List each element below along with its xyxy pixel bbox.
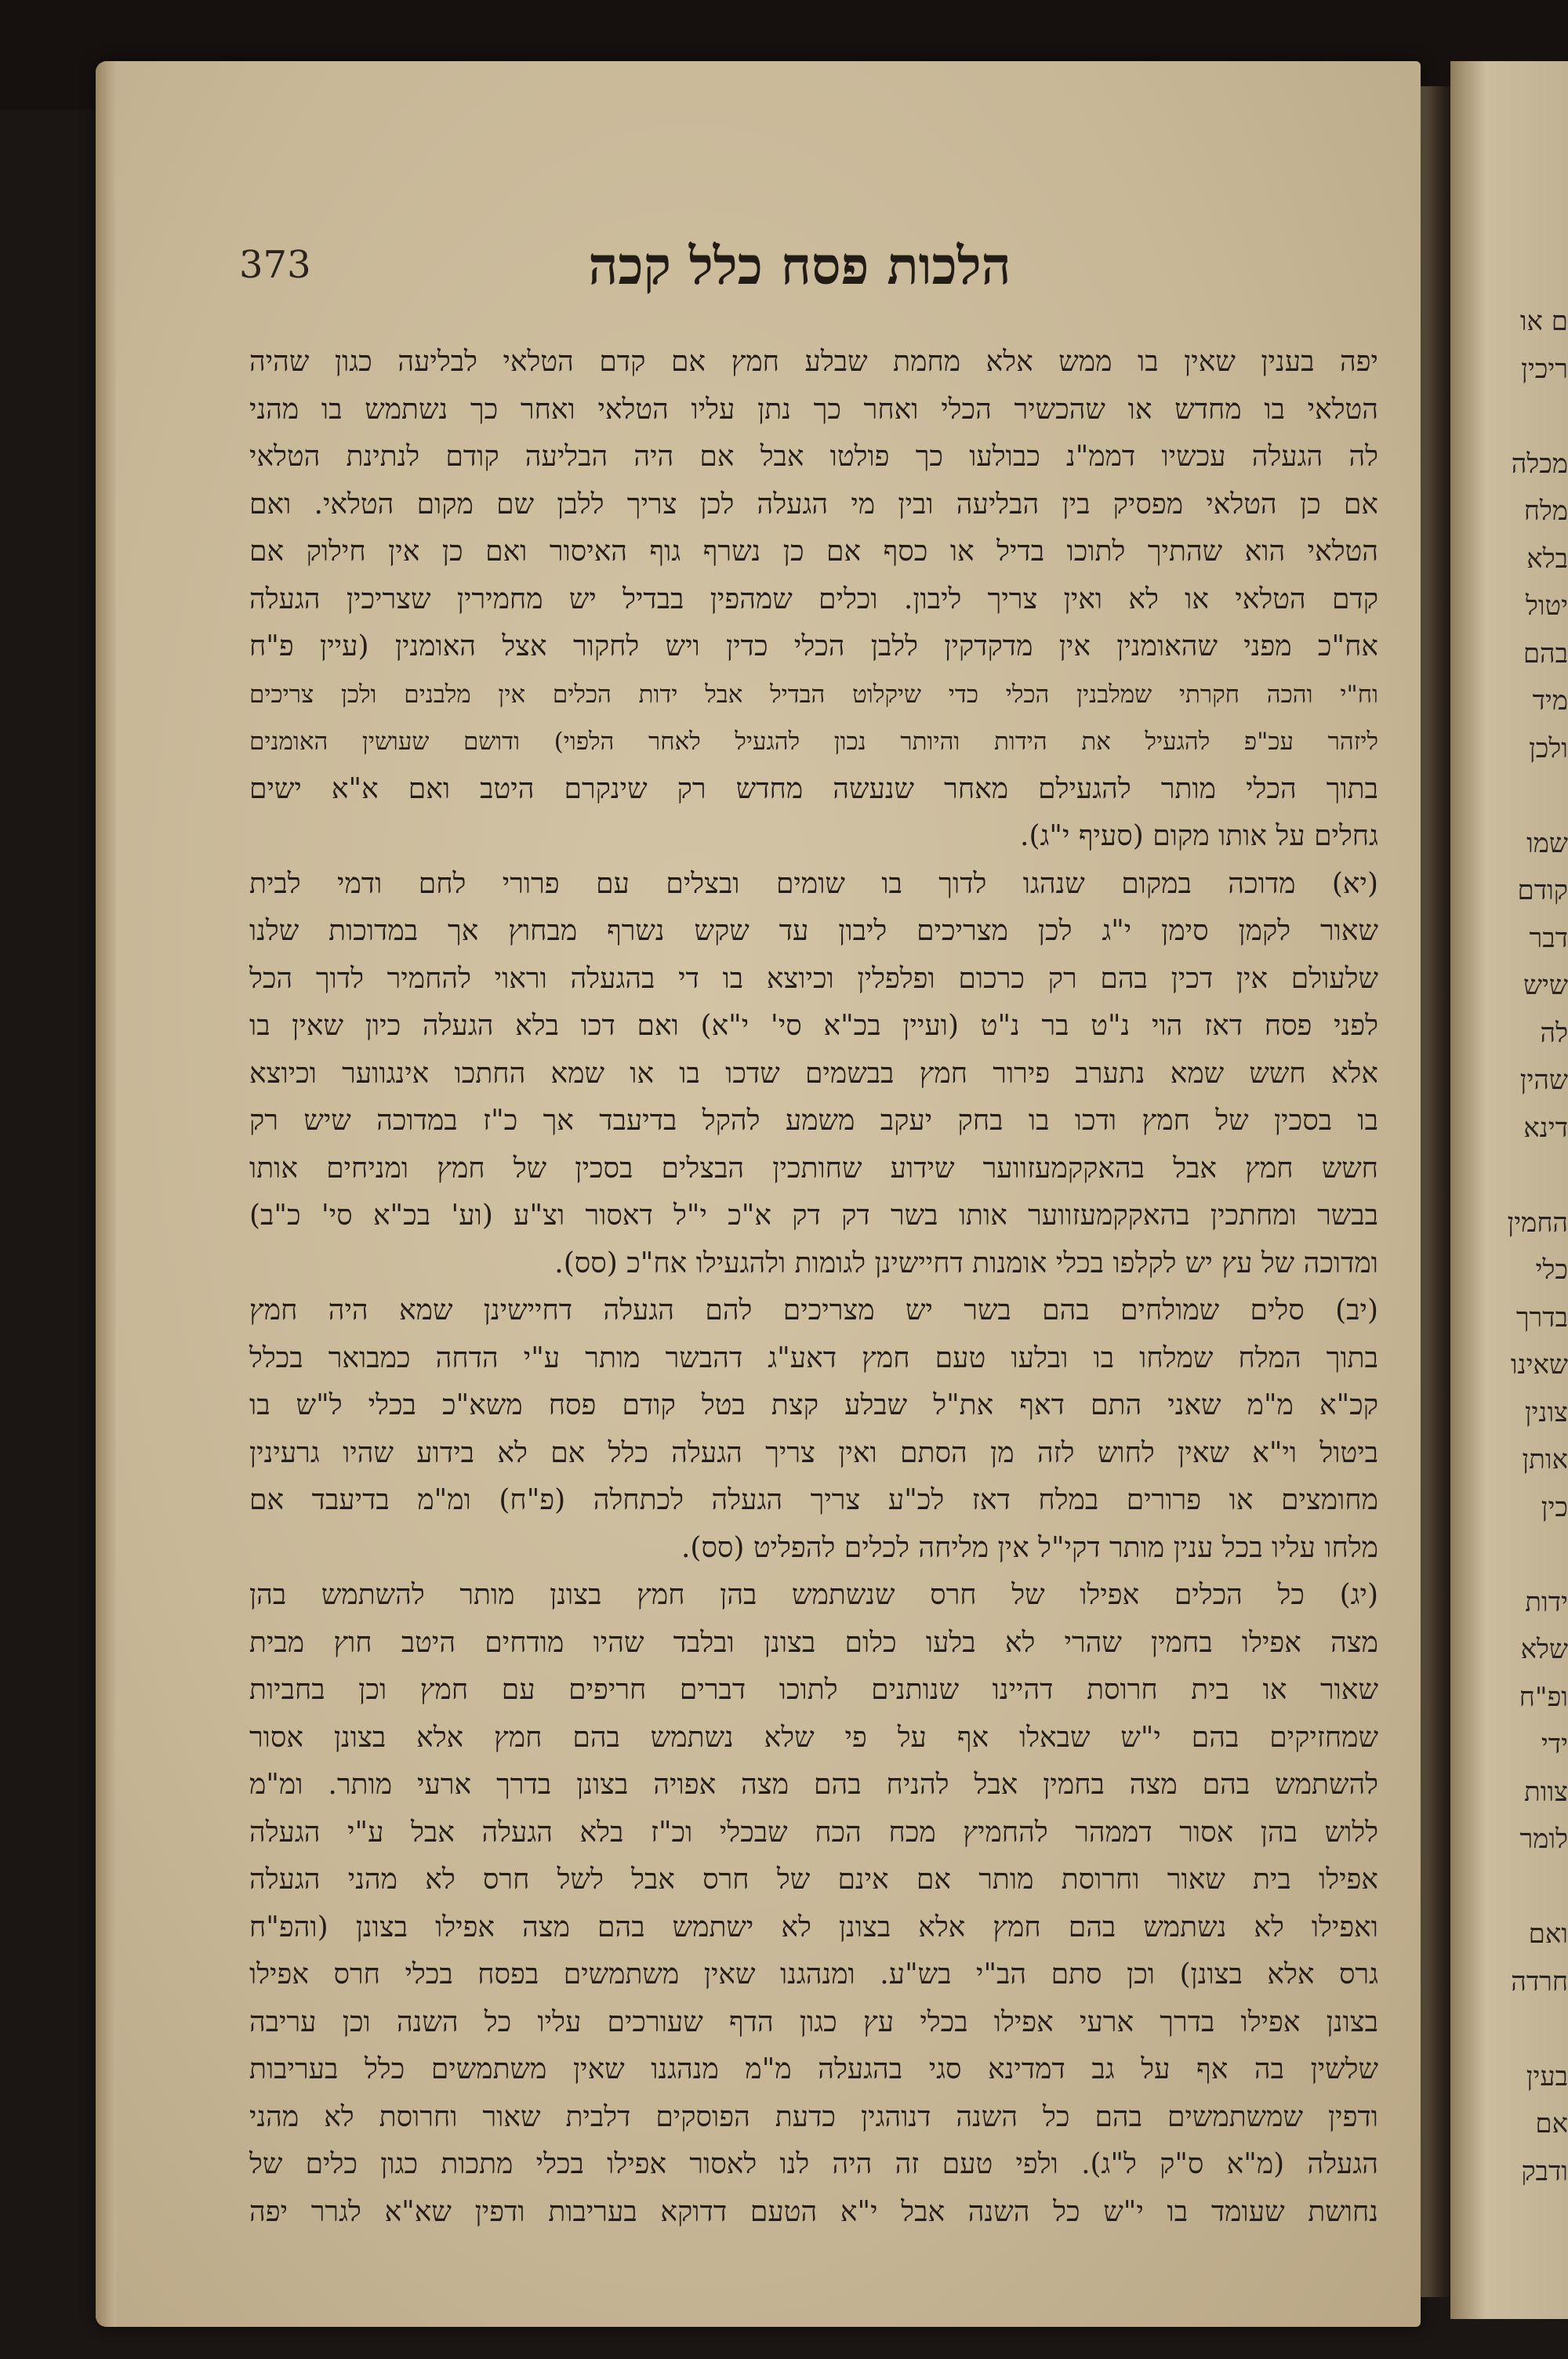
text-line: אח"כ מפני שהאומנין אין מדקדקין ללבן הכלי כדין ויש לחקור אצל האומנין (עיין פ"ח <box>249 630 1378 662</box>
text-line: בצונן אפילו בדרך ארעי אפילו בכלי עץ כגון הדף שעורכים עליו כל השנה וכן עריבה <box>249 2005 1378 2038</box>
text-line: לפני פסח דאז הוי נ"ט בר נ"ט (ועיין בכ"א סי' י"א) ואם דכו בלא הגעלה כיון שאין בו <box>249 1010 1378 1042</box>
facing-line: ידות <box>1525 1586 1568 1618</box>
text-line: שמחזיקים בהם י"ש שבאלו אף על פי שלא נשתמש בהם חמץ אלא בצונן אסור <box>249 1721 1378 1754</box>
facing-line: בעין <box>1526 2060 1568 2092</box>
text-line: לה הגעלה עכשיו דממ"נ כבולעו כך פולטו אבל אם היה הבליעה קודם לנתינת הטלאי <box>249 441 1378 473</box>
facing-line: בדרך <box>1515 1301 1568 1334</box>
text-line: מצה אפילו בחמין שהרי לא בלעו כלום בצונן ובלבד שהיו מודחים היטב חוץ מבית <box>249 1626 1378 1659</box>
text-line: הטלאי בו מחדש או שהכשיר הכלי ואחר כך נתן עליו הטלאי ואחר כך נשתמש בו מהני <box>249 393 1378 426</box>
facing-line: ואם <box>1528 1918 1568 1950</box>
facing-line: ודבק <box>1521 2155 1568 2187</box>
facing-line: כלי <box>1535 1254 1568 1286</box>
text-line: אלא חשש שמא נתערב פירור חמץ בבשמים שדכו בו או שמא החתכו אינגווער וכיוצא <box>249 1057 1378 1090</box>
running-head: הלכות פסח כלל קכה <box>588 235 1011 296</box>
text-line: בתוך הכלי מותר להגעילם מאחר שנעשה מחדש רק שינקרם היטב ואם א"א ישים <box>249 772 1378 805</box>
facing-line: שיש <box>1523 970 1568 1001</box>
text-line: יפה בענין שאין בו ממש אלא מחמת שבלע חמץ אם קדם הטלאי לבליעה כגון שהיה <box>249 346 1378 378</box>
text-line: הגעלה (מ"א ס"ק ל"ג). ולפי טעם זה היה לנו לאסור אפילו בכלי מתכות כגון כלים של <box>249 2148 1378 2180</box>
text-line: אם כן הטלאי מפסיק בין הבליעה ובין מי הגעלה לכן צריך ללבן שם מקום הטלאי. ואם <box>249 488 1378 521</box>
facing-line: שאינו <box>1510 1349 1568 1381</box>
facing-page-text <box>1507 298 1568 2195</box>
text-line: נחושת שעומד בו י"ש כל השנה אבל י"א הטעם דדוקא בעריבות ודפין שא"א לגרר יפה <box>249 2195 1378 2228</box>
text-line: קדם הטלאי או לא ואין צריך ליבון. וכלים שמהפין בבדיל יש מחמירין שצריכין הגעלה <box>249 582 1378 615</box>
facing-line: דבר <box>1529 922 1568 954</box>
text-line: ביטול וי"א שאין לחוש לזה מן הסתם ואין צריך הגעלה כלל אם לא בידוע שהיו גרעינין <box>249 1436 1378 1469</box>
text-line: גחלים על אותו מקום (סעיף י"ג). <box>1020 820 1378 852</box>
facing-line <box>1521 393 1568 441</box>
text-line: וח"י והכה חקרתי שמלבנין הכלי כדי שיקלוט הבדיל אבל ידות הכלים אין מלבנים ולכן צריכים <box>249 680 1378 709</box>
text-line: להשתמש בהם מצה בחמין אבל להניח בהם מצה אפויה בצונן בדרך ארעי מותר. ומ"מ <box>249 1769 1378 1801</box>
text-line: גרס אלא בצונן) וכן סתם הב"י בש"ע. ומנהגנו שאין משתמשים בפסח בכלי חרס אפילו <box>249 1958 1378 1991</box>
text-line: שלשין בה אף על גב דמדינא סגי בהגעלה מ"מ מנהגנו שאין משתמשים כלל בעריבות <box>249 2053 1378 2085</box>
facing-line: לה <box>1540 1017 1568 1049</box>
facing-line: ופ"ח <box>1519 1681 1568 1713</box>
text-line: קכ"א מ"מ שאני התם דאף את"ל שבלע קצת בטל קודם פסח משא"כ בכלי ל"ש בו <box>249 1389 1378 1421</box>
facing-line: מכלה <box>1511 448 1568 480</box>
facing-line: ם או <box>1519 306 1568 337</box>
text-line: שלעולם אין דכין בהם רק כרכום ופלפלין וכיוצא בו די בהגעלה וראוי להחמיר לדוך הכל <box>249 962 1378 995</box>
facing-line <box>1521 1864 1568 1911</box>
facing-line <box>1521 772 1568 820</box>
facing-line: צוות <box>1524 1776 1568 1808</box>
facing-line: צונין <box>1524 1396 1568 1428</box>
facing-line: החמין <box>1507 1207 1568 1239</box>
facing-line: לומר <box>1519 1824 1568 1855</box>
facing-line: ולכן <box>1529 732 1568 764</box>
text-line: ואפילו לא נשתמש בהם חמץ אלא בצונן לא ישתמש בהם מצה אפילו בצונן (והפ"ח <box>249 1911 1379 1943</box>
text-line: אפילו בית שאור וחרוסת מותר אם אינם של חרס אבל לשל חרס לא מהני הגעלה <box>249 1864 1378 1896</box>
facing-line <box>1521 2005 1568 2053</box>
text-line: שאור או בית חרוסת דהיינו שנותנים לתוכו דברים חריפים עם חמץ וכן בחביות <box>249 1674 1378 1706</box>
facing-line: מלח <box>1523 495 1568 527</box>
facing-line: בלא <box>1526 543 1568 575</box>
facing-line: שלא <box>1520 1634 1568 1665</box>
text-line: מחומצים או פרורים במלח דאז לכ"ע צריך הגעלה לכתחלה (פ"ח) ומ"מ בדיעבד אם <box>249 1484 1378 1516</box>
facing-line: ריכין <box>1521 353 1568 385</box>
text-line: הטלאי הוא שהתיך לתוכו בדיל או כסף אם כן נשרף גוף האיסור ואם כן אין חילוק אם <box>249 535 1378 568</box>
facing-line: חרדה <box>1511 1965 1568 1998</box>
facing-line: אם <box>1535 2108 1568 2139</box>
text-line: חשש חמץ אבל בהאקקמעזווער שידוע שחותכין הבצלים בסכין של חמץ ומניחים אותו <box>249 1152 1378 1185</box>
text-line: בתוך המלח שמלחו בו ובלעו טעם חמץ דאע"ג דהבשר מותר ע"י הדחה כמבואר בכלל <box>249 1341 1378 1374</box>
text-line: ללוש בהן אסור דממהר להחמיץ מכח הכח שבכלי וכ"ז בלא הגעלה אבל ע"י הגעלה <box>249 1816 1378 1849</box>
facing-line: ידי <box>1541 1729 1568 1760</box>
facing-line: מיד <box>1532 685 1568 717</box>
facing-line: קודם <box>1517 875 1568 906</box>
text-line: בבשר ומחתכין בהאקקמעזווער אותו בשר דק דק א"כ י"ל דאסור וצ"ע (וע' בכ"א סי' כ"ב) <box>249 1199 1378 1232</box>
text-line: ומדוכה של עץ יש לקלפו בכלי אומנות דחיישינן לגומות ולהגעילו אח"כ (סס). <box>554 1247 1378 1279</box>
text-line: בו בסכין של חמץ ודכו בו בחק יעקב משמע להקל בדיעבד אך כ"ז במדוכה שיש רק <box>249 1105 1378 1137</box>
page-number: 373 <box>239 243 311 287</box>
facing-line: שהין <box>1519 1065 1568 1096</box>
text-line: (יג) כל הכלים אפילו של חרס שנשתמש בהן חמץ בצונן מותר להשתמש בהן <box>249 1579 1378 1611</box>
text-line: שאור לקמן סימן י"ג לכן מצריכים ליבון עד שקש נשרף מבחוץ אך במדוכות שלנו <box>249 915 1378 947</box>
text-line: (יב) סלים שמולחים בהם בשר יש מצריכים להם הגעלה דחיישינן שמא היה חמץ <box>249 1294 1378 1326</box>
facing-line: כין <box>1541 1491 1568 1523</box>
text-line: (יא) מדוכה במקום שנהגו לדוך בו שומים ובצלים עם פרורי לחם ודמי לבית <box>249 867 1378 900</box>
facing-line: אותן <box>1522 1444 1568 1475</box>
body-text <box>249 339 1378 2236</box>
facing-line <box>1521 1152 1568 1199</box>
facing-line: יטול <box>1525 590 1568 622</box>
facing-line <box>1521 1531 1568 1579</box>
page-edge <box>96 61 116 2327</box>
facing-line: בהם <box>1523 637 1568 670</box>
text-line: ודפין שמשתמשים בהם כל השנה דנוהגין כדעת הפוסקים דלבית שאור וחרוסת לא מהני <box>249 2100 1378 2133</box>
facing-line: דינא <box>1523 1112 1568 1144</box>
text-line: ליזהר עכ"פ להגעיל את הידות והיותר נכון להגעיל לאחר הלפוי) ודושם שעושין האומנים <box>249 728 1378 756</box>
text-line: מלחו עליו בכל ענין מותר דקי"ל אין מליחה לכלים להפליט (סס). <box>681 1531 1378 1564</box>
facing-line: שמו <box>1526 827 1568 859</box>
